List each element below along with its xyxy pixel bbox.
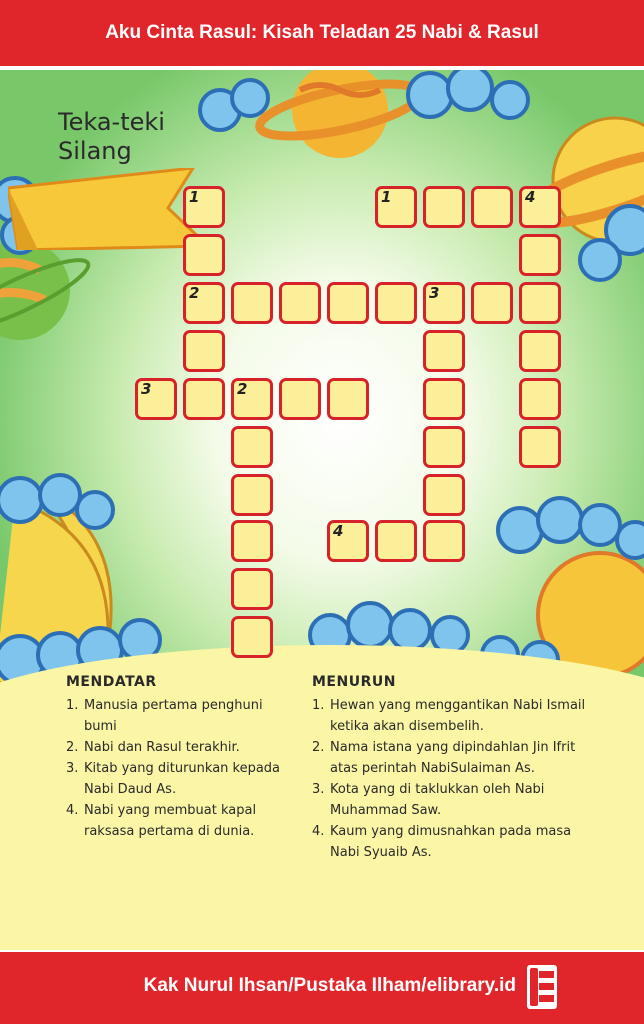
clue-number: 2 bbox=[237, 380, 248, 398]
clue-index: 1. bbox=[312, 698, 325, 713]
clue-number: 2 bbox=[189, 284, 200, 302]
crossword-cell[interactable] bbox=[183, 378, 225, 420]
clue-text: Nama istana yang dipindahlan Jin Ifrit atas perintah NabiSulaiman As. bbox=[330, 740, 576, 776]
puzzle-title-line1: Teka-teki bbox=[58, 108, 165, 136]
crossword-cell[interactable] bbox=[231, 474, 273, 516]
clue-index: 2. bbox=[312, 740, 325, 755]
crossword-cell[interactable] bbox=[519, 186, 561, 228]
across-list bbox=[66, 695, 281, 842]
puzzle-title-line2: Silang bbox=[58, 137, 132, 165]
clue-text: Kaum yang dimusnahkan pada masa Nabi Syuaib As. bbox=[330, 824, 572, 860]
clue-index: 3. bbox=[312, 782, 325, 797]
crossword-cell[interactable] bbox=[519, 330, 561, 372]
down-list bbox=[312, 695, 587, 863]
crossword-cell[interactable] bbox=[231, 426, 273, 468]
crossword-cell[interactable] bbox=[519, 282, 561, 324]
clue-text: Kitab yang diturunkan kepada Nabi Daud As. bbox=[84, 761, 281, 797]
crossword-cell[interactable] bbox=[423, 330, 465, 372]
crossword-cell[interactable] bbox=[423, 378, 465, 420]
clue-number: 1 bbox=[189, 188, 200, 206]
crossword-cell[interactable] bbox=[327, 282, 369, 324]
clue-text: Nabi yang membuat kapal raksasa pertama di dunia. bbox=[84, 803, 257, 839]
clue-item bbox=[312, 737, 587, 779]
clue-index: 4. bbox=[66, 803, 79, 818]
clue-index: 2. bbox=[66, 740, 79, 755]
crossword-cell[interactable] bbox=[519, 426, 561, 468]
clue-item bbox=[66, 758, 281, 800]
clue-number: 3 bbox=[429, 284, 440, 302]
crossword-cell[interactable] bbox=[519, 378, 561, 420]
footer-credit: Kak Nurul Ihsan/Pustaka Ilham/elibrary.id bbox=[143, 975, 516, 996]
crossword-cell[interactable] bbox=[231, 520, 273, 562]
across-heading: MENDATAR bbox=[66, 674, 157, 690]
clue-item bbox=[66, 800, 281, 842]
crossword-cell[interactable] bbox=[423, 520, 465, 562]
header-bar bbox=[0, 0, 644, 66]
book-title: Aku Cinta Rasul: Kisah Teladan 25 Nabi & Rasul bbox=[105, 22, 539, 43]
crossword-cell[interactable] bbox=[231, 568, 273, 610]
planet-left-illustration bbox=[0, 240, 95, 341]
down-heading: MENURUN bbox=[312, 674, 396, 690]
clue-text: Manusia pertama penghuni bumi bbox=[84, 698, 263, 734]
crossword-cell[interactable] bbox=[423, 282, 465, 324]
clues-down bbox=[312, 672, 587, 863]
clues-across bbox=[66, 672, 281, 842]
clue-number: 4 bbox=[525, 188, 536, 206]
crossword-cell[interactable] bbox=[375, 282, 417, 324]
crossword-cell[interactable] bbox=[423, 474, 465, 516]
crossword-cell[interactable] bbox=[279, 282, 321, 324]
clue-item bbox=[66, 695, 281, 737]
crossword-cell[interactable] bbox=[375, 520, 417, 562]
crossword-cell[interactable] bbox=[279, 378, 321, 420]
clue-number: 3 bbox=[141, 380, 152, 398]
clue-index: 4. bbox=[312, 824, 325, 839]
crossword-cell[interactable] bbox=[327, 520, 369, 562]
crossword-cell[interactable] bbox=[231, 282, 273, 324]
crossword-cell[interactable] bbox=[471, 282, 513, 324]
crossword-cell[interactable] bbox=[375, 186, 417, 228]
clue-number: 1 bbox=[381, 188, 392, 206]
planet-top-illustration bbox=[256, 70, 425, 158]
clue-item bbox=[312, 695, 587, 737]
crossword-cell[interactable] bbox=[231, 616, 273, 658]
clue-text: Hewan yang menggantikan Nabi Ismail ketika akan disembelih. bbox=[330, 698, 586, 734]
crossword-cell[interactable] bbox=[423, 426, 465, 468]
crossword-cell[interactable] bbox=[183, 186, 225, 228]
clue-text: Nabi dan Rasul terakhir. bbox=[84, 740, 240, 755]
clue-index: 3. bbox=[66, 761, 79, 776]
crossword-cell[interactable] bbox=[183, 282, 225, 324]
crossword-cell[interactable] bbox=[519, 234, 561, 276]
crossword-cell[interactable] bbox=[135, 378, 177, 420]
title-banner bbox=[8, 168, 208, 250]
crossword-cell[interactable] bbox=[183, 234, 225, 276]
crossword-cell[interactable] bbox=[471, 186, 513, 228]
crossword-cell[interactable] bbox=[423, 186, 465, 228]
crossword-cell[interactable] bbox=[327, 378, 369, 420]
crossword-cell[interactable] bbox=[231, 378, 273, 420]
clue-number: 4 bbox=[333, 522, 344, 540]
clue-item bbox=[312, 779, 587, 821]
clue-item bbox=[312, 821, 587, 863]
clue-text: Kota yang di taklukkan oleh Nabi Muhammad Saw. bbox=[330, 782, 545, 818]
crossword-cell[interactable] bbox=[183, 330, 225, 372]
clue-item bbox=[66, 737, 281, 758]
puzzle-title bbox=[58, 108, 165, 166]
elibrary-logo bbox=[527, 965, 557, 1009]
clue-index: 1. bbox=[66, 698, 79, 713]
